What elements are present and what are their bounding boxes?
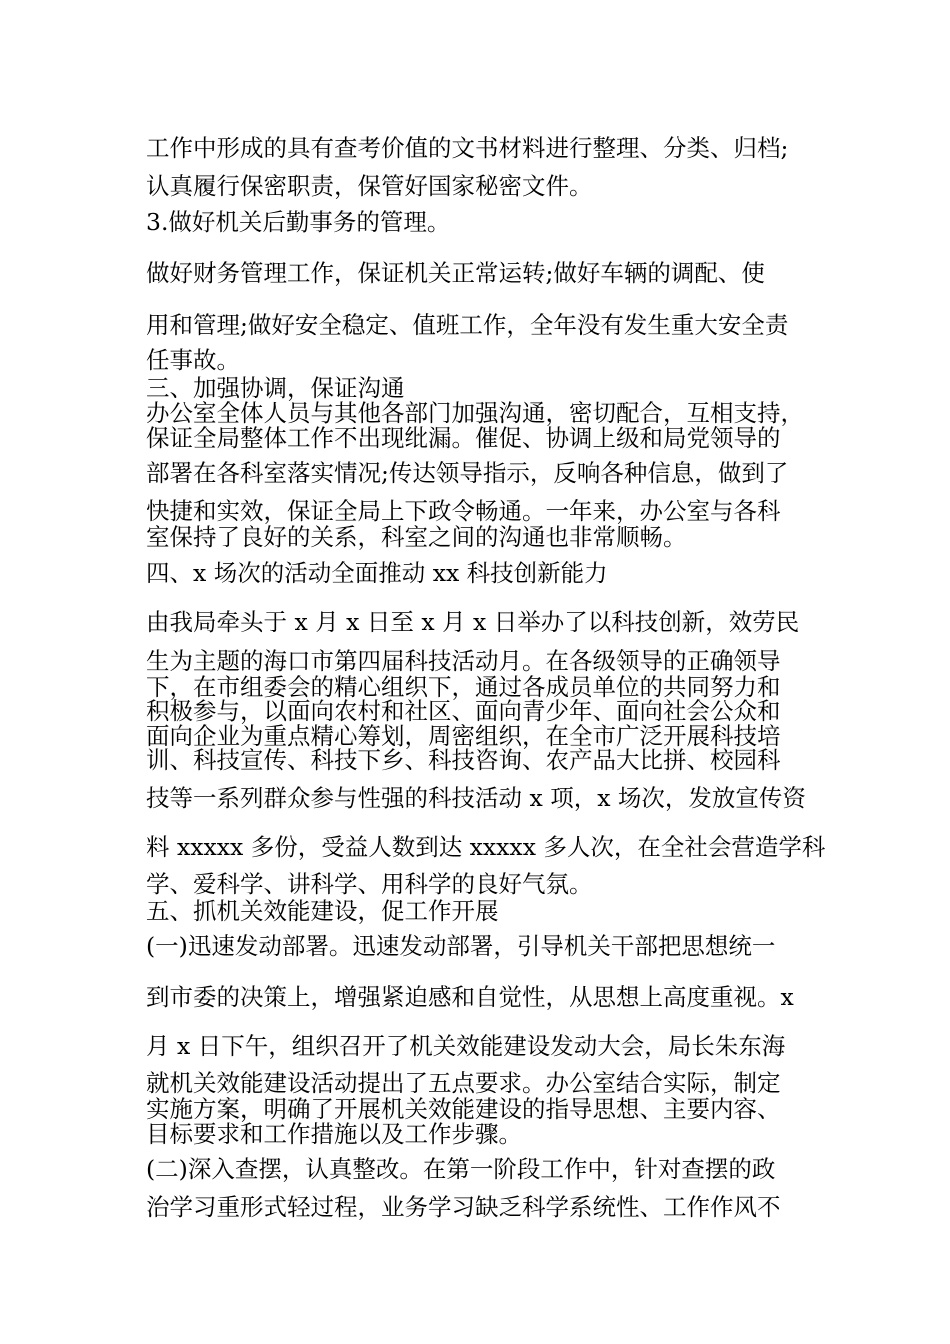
text-line: 到市委的决策上，增强紧迫感和自觉性，从思想上高度重视。x	[146, 983, 794, 1011]
text-line: 做好财务管理工作，保证机关正常运转;做好车辆的调配、使	[146, 259, 765, 287]
text-line: 办公室全体人员与其他各部门加强沟通，密切配合，互相支持，	[146, 399, 804, 427]
text-line: 训、科技宣传、科技下乡、科技咨询、农产品大比拼、校园科	[146, 746, 781, 774]
text-line: 认真履行保密职责，保管好国家秘密文件。	[146, 172, 593, 200]
text-line: 学、爱科学、讲科学、用科学的良好气氛。	[146, 870, 593, 898]
text-line: (二)深入查摆，认真整改。在第一阶段工作中，针对查摆的政	[146, 1155, 776, 1183]
text-line: 由我局牵头于 x 月 x 日至 x 月 x 日举办了以科技创新，效劳民	[146, 608, 800, 636]
text-line: 室保持了良好的关系，科室之间的沟通也非常顺畅。	[146, 523, 687, 551]
section-heading: 五、抓机关效能建设，促工作开展	[146, 897, 499, 925]
text-line: (一)迅速发动部署。迅速发动部署，引导机关干部把思想统一	[146, 932, 776, 960]
text-line: 积极参与，以面向农村和社区、面向青少年、面向社会公众和	[146, 697, 781, 725]
text-line: 面向企业为重点精心筹划，周密组织，在全市广泛开展科技培	[146, 722, 781, 750]
text-line: 生为主题的海口市第四届科技活动月。在各级领导的正确领导	[146, 647, 781, 675]
text-line: 部署在各科室落实情况;传达领导指示，反响各种信息，做到了	[146, 459, 789, 487]
text-line: 任事故。	[146, 346, 240, 374]
section-heading: 三、加强协调，保证沟通	[146, 374, 405, 402]
text-line: 保证全局整体工作不出现纰漏。催促、协调上级和局党领导的	[146, 424, 781, 452]
text-line: 工作中形成的具有查考价值的文书材料进行整理、分类、归档;	[146, 134, 789, 162]
text-line: 月 x 日下午，组织召开了机关效能建设发动大会，局长朱东海	[146, 1032, 786, 1060]
text-line: 实施方案，明确了开展机关效能建设的指导思想、主要内容、	[146, 1095, 781, 1123]
text-line: 治学习重形式轻过程，业务学习缺乏科学系统性、工作作风不	[146, 1193, 781, 1221]
text-line: 下，在市组委会的精心组织下，通过各成员单位的共同努力和	[146, 673, 781, 701]
section-heading: 四、x 场次的活动全面推动 xx 科技创新能力	[146, 559, 608, 587]
text-line: 就机关效能建设活动提出了五点要求。办公室结合实际，制定	[146, 1069, 781, 1097]
text-line: 料 xxxxx 多份，受益人数到达 xxxxx 多人次，在全社会营造学科	[146, 833, 826, 861]
text-line: 用和管理;做好安全稳定、值班工作，全年没有发生重大安全责	[146, 311, 789, 339]
text-line: 技等一系列群众参与性强的科技活动 x 项，x 场次，发放宣传资	[146, 784, 806, 812]
section-heading: 3.做好机关后勤事务的管理。	[146, 208, 451, 236]
text-line: 快捷和实效，保证全局上下政令畅通。一年来，办公室与各科	[146, 497, 781, 525]
text-line: 目标要求和工作措施以及工作步骤。	[146, 1120, 522, 1148]
